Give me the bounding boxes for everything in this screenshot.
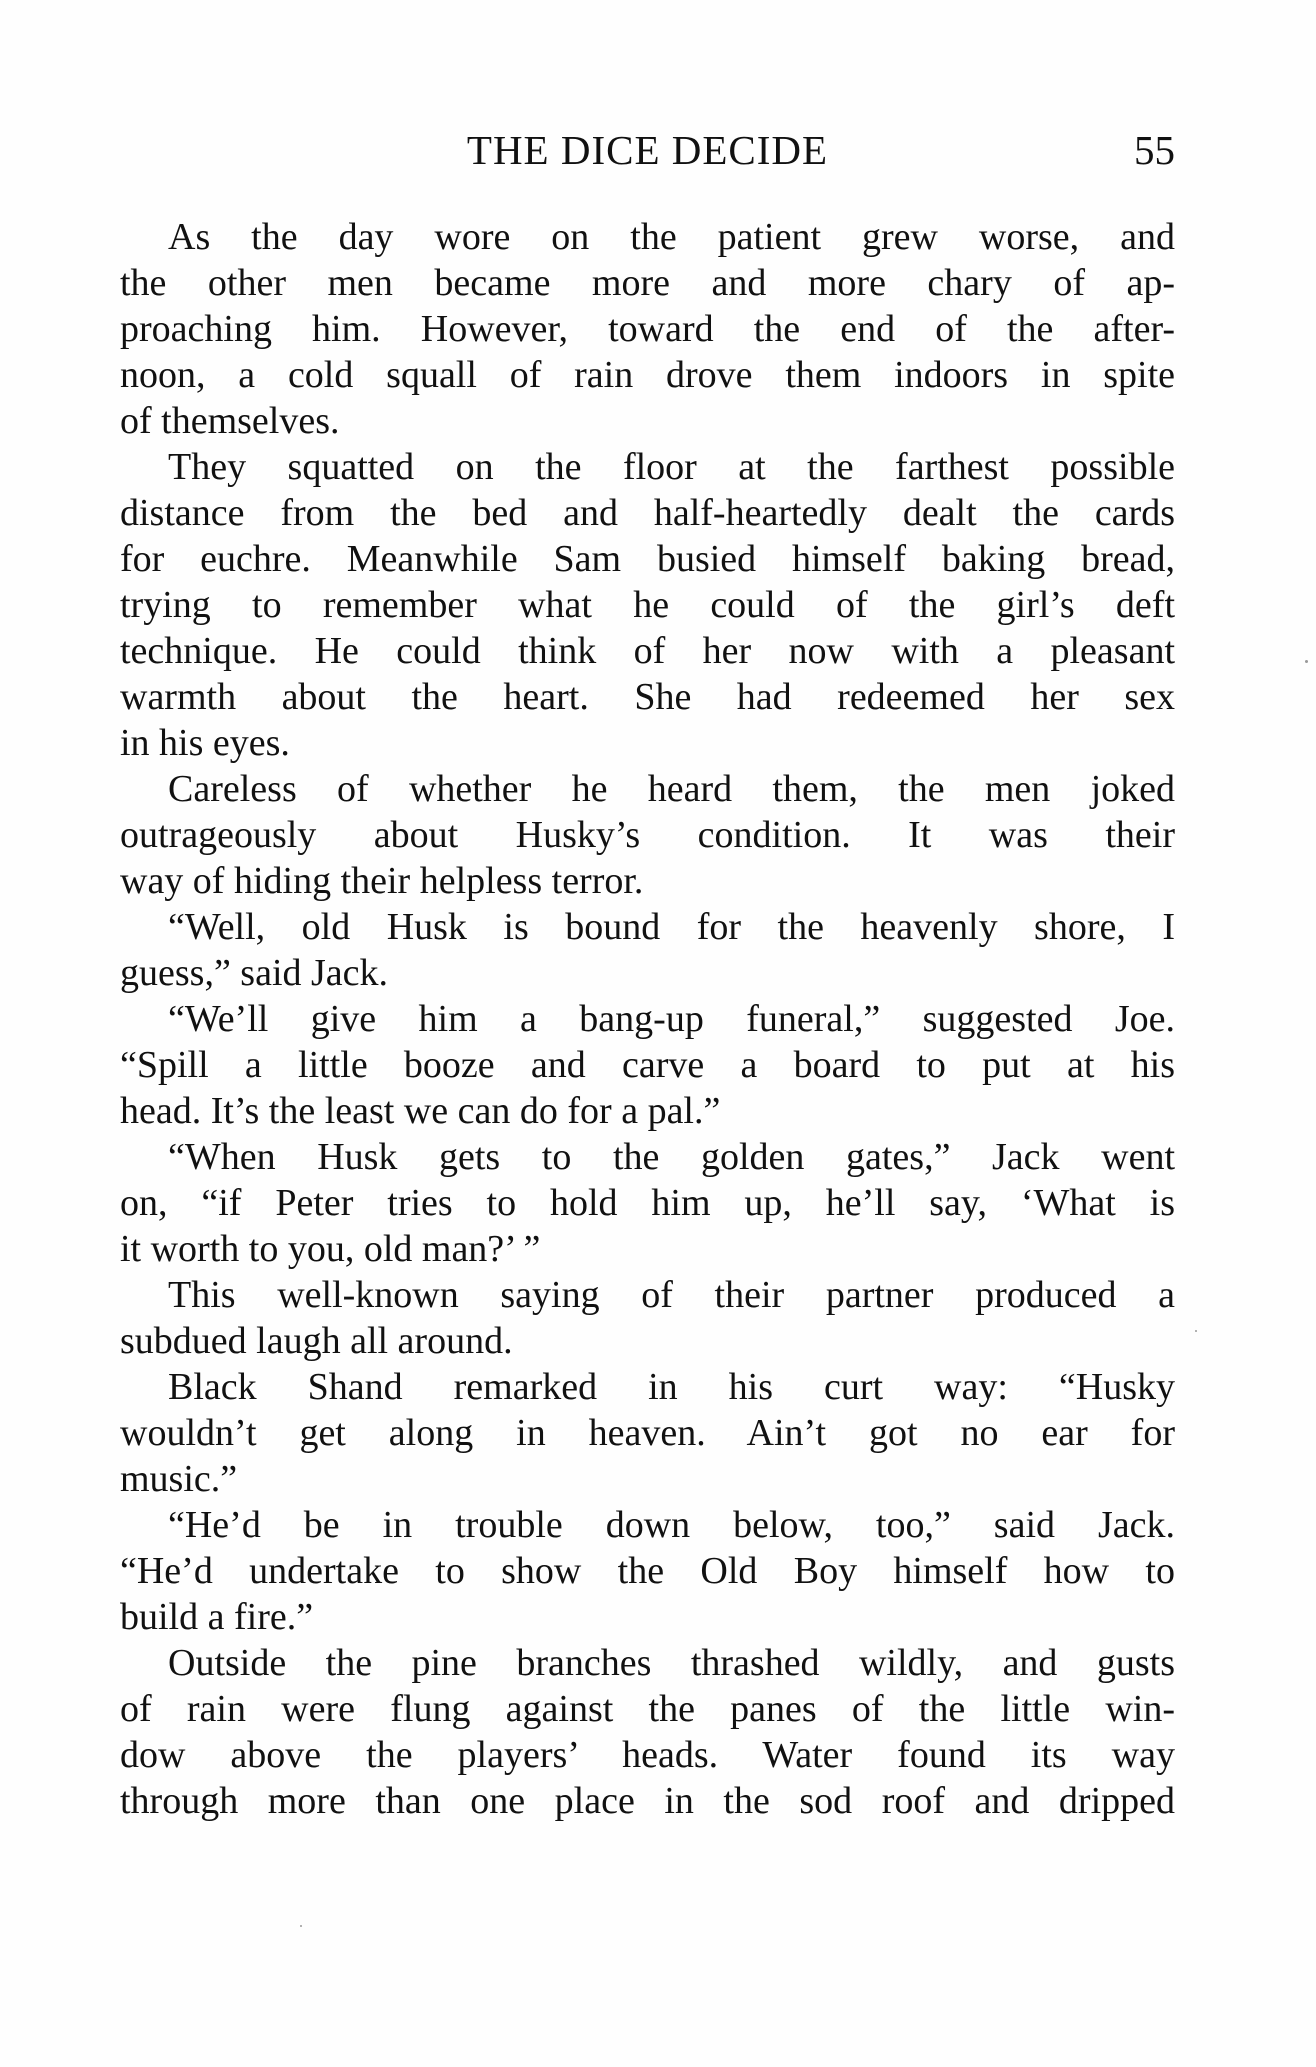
text-line: They squatted on the floor at the farthest possible <box>168 446 1175 488</box>
text-line: on, “if Peter tries to hold him up, he’ll say, ‘What is <box>120 1182 1175 1224</box>
text-line: it worth to you, old man?’ ” <box>120 1228 541 1270</box>
paragraph <box>120 214 1175 444</box>
paper-speck <box>300 1925 302 1927</box>
text-line: music.” <box>120 1458 238 1500</box>
text-line: of themselves. <box>120 400 340 442</box>
text-line: “We’ll give him a bang-up funeral,” suggested Joe. <box>168 998 1175 1040</box>
text-line: wouldn’t get along in heaven. Ain’t got no ear for <box>120 1412 1175 1454</box>
text-line: technique. He could think of her now with a pleasant <box>120 630 1175 672</box>
text-line: This well-known saying of their partner produced a <box>168 1274 1175 1316</box>
paragraph <box>120 1272 1175 1364</box>
text-line: warmth about the heart. She had redeemed her sex <box>120 676 1175 718</box>
text-line: “Well, old Husk is bound for the heavenly shore, I <box>168 906 1175 948</box>
text-line: build a fire.” <box>120 1596 314 1638</box>
page-number: 55 <box>1134 127 1175 173</box>
text-line: dow above the players’ heads. Water found its way <box>120 1734 1175 1776</box>
body-text <box>120 214 1175 1824</box>
running-head <box>120 120 1175 180</box>
text-line: guess,” said Jack. <box>120 952 389 994</box>
text-line: “Spill a little booze and carve a board to put at his <box>120 1044 1175 1086</box>
text-line: head. It’s the least we can do for a pal.” <box>120 1090 721 1132</box>
text-line: the other men became more and more chary of ap- <box>120 262 1175 304</box>
text-line: “He’d undertake to show the Old Boy himself how to <box>120 1550 1175 1592</box>
running-title: THE DICE DECIDE <box>466 127 829 173</box>
paragraph <box>120 1364 1175 1502</box>
text-line: Outside the pine branches thrashed wildly, and gusts <box>168 1642 1175 1684</box>
text-line: Black Shand remarked in his curt way: “Husky <box>168 1366 1175 1408</box>
paper-speck <box>1195 1330 1197 1332</box>
text-line: As the day wore on the patient grew worse, and <box>168 216 1175 258</box>
text-line: through more than one place in the sod roof and dripped <box>120 1780 1175 1822</box>
text-line: Careless of whether he heard them, the men joked <box>168 768 1175 810</box>
text-line: of rain were flung against the panes of the little win- <box>120 1688 1175 1730</box>
text-line: for euchre. Meanwhile Sam busied himself baking bread, <box>120 538 1175 580</box>
paragraph <box>120 766 1175 904</box>
text-line: “When Husk gets to the golden gates,” Jack went <box>168 1136 1175 1178</box>
paragraph <box>120 1134 1175 1272</box>
paragraph <box>120 1640 1175 1824</box>
text-line: outrageously about Husky’s condition. It was their <box>120 814 1175 856</box>
text-line: in his eyes. <box>120 722 290 764</box>
text-line: proaching him. However, toward the end of the after- <box>120 308 1175 350</box>
paragraph <box>120 996 1175 1134</box>
text-line: “He’d be in trouble down below, too,” said Jack. <box>168 1504 1175 1546</box>
text-line: distance from the bed and half-heartedly dealt the cards <box>120 492 1175 534</box>
text-line: trying to remember what he could of the girl’s deft <box>120 584 1175 626</box>
paragraph <box>120 1502 1175 1640</box>
paper-speck <box>1305 660 1308 663</box>
text-line: subdued laugh all around. <box>120 1320 513 1362</box>
paragraph <box>120 904 1175 996</box>
paragraph <box>120 444 1175 766</box>
text-line: way of hiding their helpless terror. <box>120 860 644 902</box>
text-line: noon, a cold squall of rain drove them indoors in spite <box>120 354 1175 396</box>
